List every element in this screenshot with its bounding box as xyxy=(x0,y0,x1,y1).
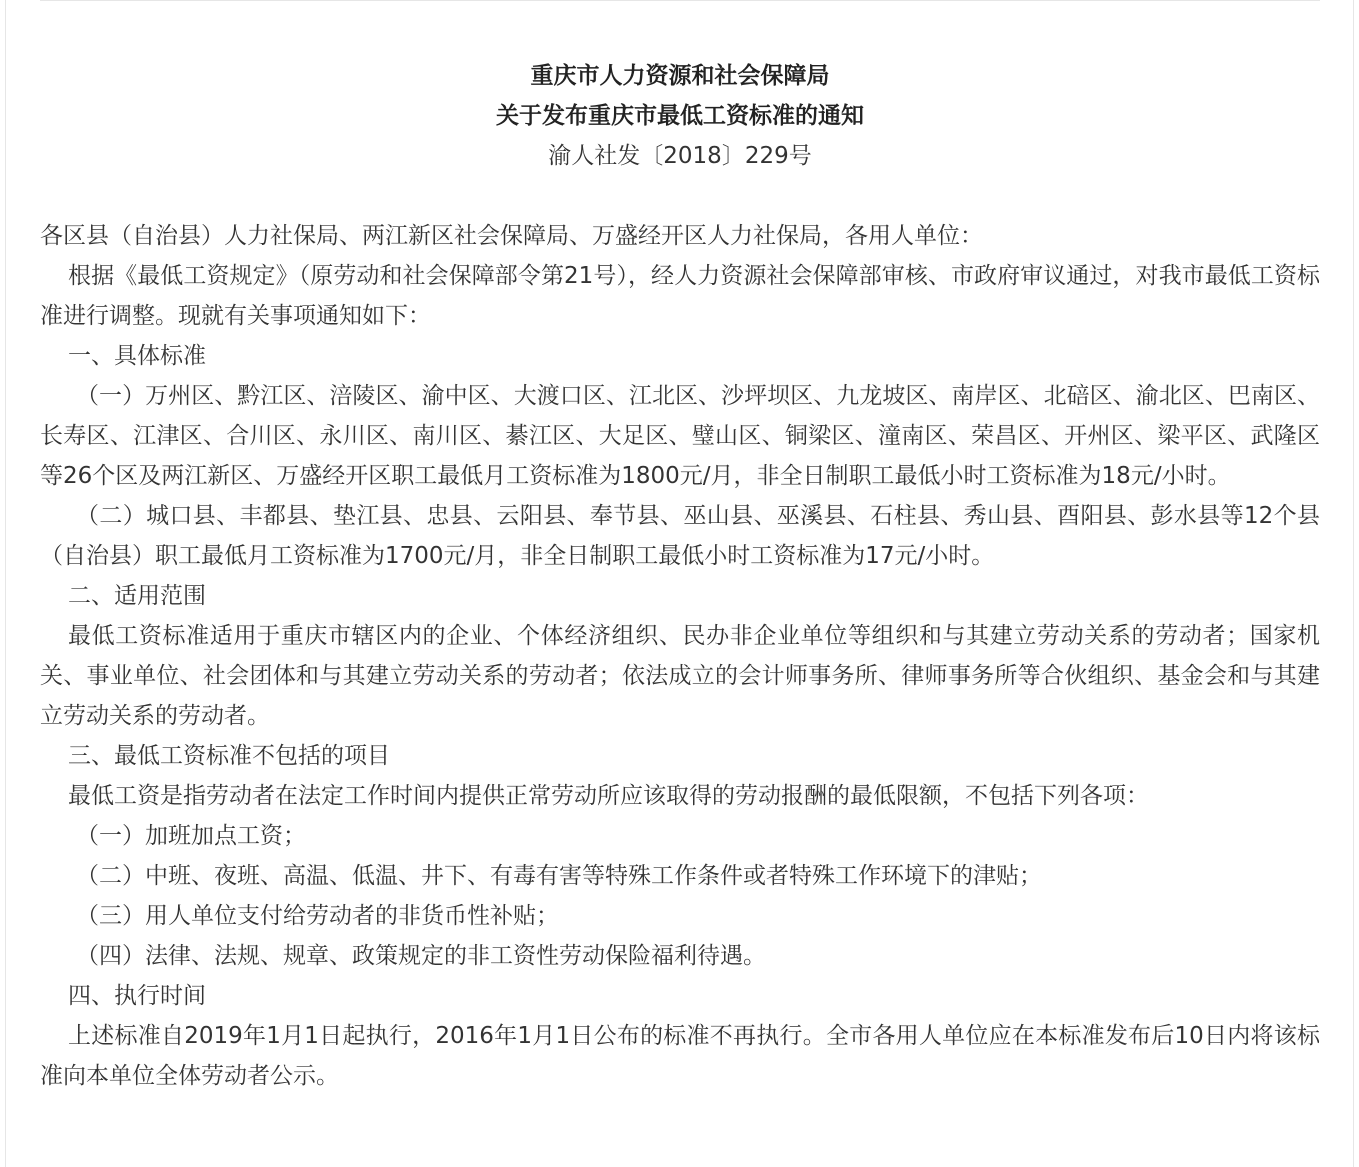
right-border xyxy=(1353,0,1354,1167)
intro-paragraph: 根据《最低工资规定》（原劳动和社会保障部令第21号），经人力资源社会保障部审核、市政府审议通过，对我市最低工资标准进行调整。现就有关事项通知如下： xyxy=(40,263,1320,329)
section-3-heading: 三、最低工资标准不包括的项目 xyxy=(68,743,390,769)
top-divider xyxy=(40,0,1320,1)
section-3-body: 最低工资是指劳动者在法定工作时间内提供正常劳动所应该取得的劳动报酬的最低限额，不包括下列各项： xyxy=(68,783,1149,809)
section-4-body: 上述标准自2019年1月1日起执行，2016年1月1日公布的标准不再执行。全市各用人单位应在本标准发布后10日内将该标准向本单位全体劳动者公示。 xyxy=(40,1023,1320,1089)
section-2-heading: 二、适用范围 xyxy=(68,583,206,609)
salutation: 各区县（自治县）人力社保局、两江新区社会保障局、万盛经开区人力社保局，各用人单位： xyxy=(40,223,983,249)
section-3-item-3: （三）用人单位支付给劳动者的非货币性补贴； xyxy=(76,903,559,929)
section-1-heading: 一、具体标准 xyxy=(68,343,206,369)
section-3-item-1: （一）加班加点工资； xyxy=(76,823,306,849)
section-3-item-4: （四）法律、法规、规章、政策规定的非工资性劳动保险福利待遇。 xyxy=(76,943,766,969)
title-line-1: 重庆市人力资源和社会保障局 xyxy=(530,63,830,89)
section-1-item-2: （二）城口县、丰都县、垫江县、忠县、云阳县、奉节县、巫山县、巫溪县、石柱县、秀山县、酉阳县、彭水县等12个县（自治县）职工最低月工资标准为1700元/月，非全日制职工最低小时工资标准为17元/小时。 xyxy=(40,503,1320,569)
section-1-item-1: （一）万州区、黔江区、涪陵区、渝中区、大渡口区、江北区、沙坪坝区、九龙坡区、南岸区、北碚区、渝北区、巴南区、长寿区、江津区、合川区、永川区、南川区、綦江区、大足区、璧山区、铜梁区、潼南区、荣昌区、开州区、梁平区、武隆区等26个区及两江新区、万盛经开区职工最低月工资标准为1800元/月，非全日制职工最低小时工资标准为18元/小时。 xyxy=(40,383,1320,489)
document-number: 渝人社发〔2018〕229号 xyxy=(548,143,812,169)
title-line-2: 关于发布重庆市最低工资标准的通知 xyxy=(496,103,864,129)
article-body xyxy=(40,56,1320,1096)
section-3-item-2: （二）中班、夜班、高温、低温、井下、有毒有害等特殊工作条件或者特殊工作环境下的津贴； xyxy=(76,863,1042,889)
section-2-body: 最低工资标准适用于重庆市辖区内的企业、个体经济组织、民办非企业单位等组织和与其建立劳动关系的劳动者；国家机关、事业单位、社会团体和与其建立劳动关系的劳动者；依法成立的会计师事务所、律师事务所等合伙组织、基金会和与其建立劳动关系的劳动者。 xyxy=(40,623,1320,729)
left-border xyxy=(5,0,6,1167)
section-4-heading: 四、执行时间 xyxy=(68,983,206,1009)
